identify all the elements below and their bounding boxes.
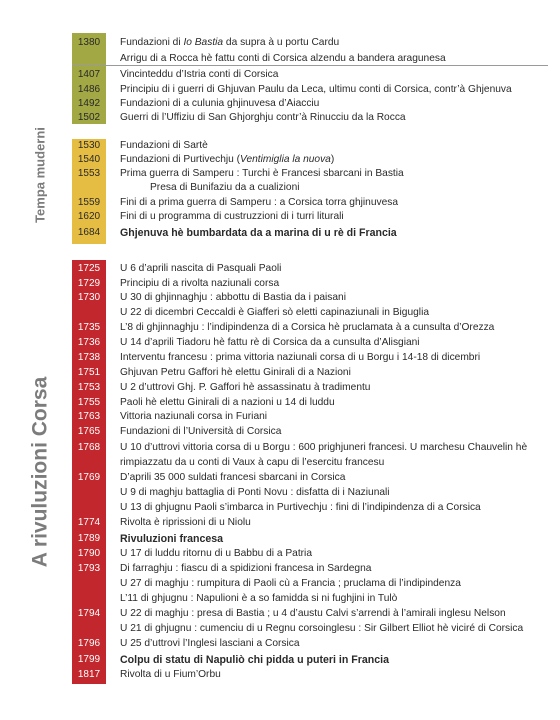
entry-text-main: Guerri di l’Uffiziu di San Ghjorghju contr’à Rinucciu da la Rocca — [120, 112, 406, 123]
entry-text-main: Presa di Bunifaziu da a cualizioni — [150, 182, 300, 193]
entry-year: 1751 — [77, 367, 101, 378]
entry-text — [120, 306, 429, 320]
entry-year: 1492 — [77, 98, 101, 109]
entry-text — [120, 277, 279, 291]
entry-text-main: Fundazioni di Purtivechju ( — [120, 154, 241, 165]
entry-year: 1769 — [77, 472, 101, 483]
entry-text — [120, 396, 335, 410]
entry-text-main: U 14 d’aprili Tiadoru hè fattu rè di Corsica da a cunsulta d’Alisgiani — [120, 337, 420, 348]
entry-year: 1755 — [77, 397, 101, 408]
entry-text — [120, 196, 398, 210]
entry-year: 1684 — [77, 227, 101, 238]
entry-year: 1738 — [77, 352, 101, 363]
entry-text — [120, 52, 446, 66]
entry-text — [120, 501, 481, 515]
entry-text-main: rimpiazzatu da u conti di Vaux à capu di l’esercitu francesu — [120, 457, 385, 468]
entry-text — [120, 425, 281, 439]
entry-text — [120, 592, 397, 606]
entry-text-main: Ghjenuva hè bumbardata da a marina di u rè di Francia — [120, 227, 397, 239]
entry-year: 1763 — [77, 411, 101, 422]
entry-text-main: U 9 di maghju battaglia di Ponti Novu : disfatta di i Naziunali — [120, 487, 390, 498]
entry-text-main: Rivolta è riprissioni di u Niolu — [120, 517, 251, 528]
entry-text — [120, 668, 221, 682]
entry-year: 1725 — [77, 263, 101, 274]
entry-year: 1407 — [77, 69, 101, 80]
entry-text-after: da supra à u portu Cardu — [223, 37, 340, 48]
entry-text-main: U 6 d’aprili nascita di Pasquali Paoli — [120, 263, 282, 274]
entry-text-main: U 30 di ghjinnaghju : abbottu di Bastia da i paisani — [120, 292, 346, 303]
entry-text — [120, 532, 223, 546]
entry-year: 1753 — [77, 382, 101, 393]
entry-year — [72, 306, 106, 320]
entry-text-main: Prima guerra di Samperu : Turchi è Francesi sbarcani in Bastia — [120, 168, 404, 179]
entry-text — [120, 547, 312, 561]
entry-text-main: Vittoria naziunali corsa in Furiani — [120, 411, 268, 422]
entry-text-main: Vincinteddu d’Istria conti di Corsica — [120, 69, 279, 80]
entry-text — [120, 607, 506, 621]
entry-year: 1789 — [77, 533, 101, 544]
entry-text-main: Fundazioni di — [120, 37, 184, 48]
entry-text — [120, 622, 523, 636]
entry-text — [120, 441, 527, 455]
entry-text-main: Di farraghju : fiascu di a spidizioni francesa in Sardegna — [120, 563, 372, 574]
entry-text — [120, 653, 389, 667]
entry-text-main: U 10 d’uttrovi vittoria corsa di u Borgu : 600 prighjuneri francesi. U marchesu Chauvelin hè — [120, 442, 528, 453]
entry-text — [120, 381, 370, 395]
entry-text — [120, 68, 278, 82]
entry-text-main: Rivuluzioni francesa — [120, 533, 224, 545]
entry-text-main: U 13 di ghjugnu Paoli s’imbarca in Purtivechju : fini di l’indipindenza di a Corsica — [120, 502, 481, 513]
entry-year: 1530 — [77, 140, 101, 151]
entry-text-main: Fundazioni di l’Università di Corsica — [120, 426, 282, 437]
entry-year: 1794 — [77, 608, 101, 619]
entry-text-main: U 2 d’uttrovi Ghj. P. Gaffori hè assassinatu à tradimentu — [120, 382, 371, 393]
entry-year: 1799 — [77, 654, 101, 665]
entry-text-main: Fini di a prima guerra di Samperu : a Corsica torra ghjinuvesa — [120, 197, 399, 208]
entry-year — [72, 622, 106, 636]
entry-year: 1796 — [77, 638, 101, 649]
entry-text — [120, 321, 494, 335]
entry-text-italic: Ventimiglia la nuova — [240, 154, 331, 165]
entry-text — [120, 516, 251, 530]
separator-line — [72, 65, 548, 66]
entry-text — [120, 637, 300, 651]
entry-year: 1380 — [77, 37, 101, 48]
entry-year: 1486 — [77, 84, 101, 95]
entry-year: 1559 — [77, 197, 101, 208]
entry-text — [120, 577, 461, 591]
entry-text-main: Ghjuvan Petru Gaffori hè elettu Ginirali di a Nazioni — [120, 367, 351, 378]
entry-text — [120, 167, 404, 181]
entry-year: 1730 — [77, 292, 101, 303]
entry-year: 1793 — [77, 563, 101, 574]
entry-year — [72, 501, 106, 515]
entry-year: 1540 — [77, 154, 101, 165]
entry-text-main: Rivolta di u Fium’Orbu — [120, 669, 221, 680]
entry-year: 1768 — [77, 442, 101, 453]
entry-text-main: L’11 di ghjugnu : Napulioni è a so famidda si ni fughjini in Tulò — [120, 593, 398, 604]
entry-text-main: Colpu di statu di Napuliò chi pidda u puteri in Francia — [120, 654, 389, 666]
entry-year: 1620 — [77, 211, 101, 222]
entry-text — [120, 83, 512, 97]
entry-text — [120, 351, 480, 365]
entry-text-main: Fundazioni di a culunia ghjinuvesa d’Aiacciu — [120, 98, 320, 109]
entry-text-main: Interventu francesu : prima vittoria naziunali corsa di u Borgu i 14-18 di dicembri — [120, 352, 481, 363]
entry-year: 1729 — [77, 278, 101, 289]
entry-text-main: Paoli hè elettu Ginirali di a nazioni u 14 di luddu — [120, 397, 335, 408]
entry-text — [120, 139, 208, 153]
entry-text-main: U 25 d’uttrovi l’Inglesi lasciani a Corsica — [120, 638, 300, 649]
entry-text — [120, 97, 319, 111]
entry-year: 1774 — [77, 517, 101, 528]
entry-year: 1790 — [77, 548, 101, 559]
entry-text-italic: Io Bastia — [183, 37, 224, 48]
entry-year: 1817 — [77, 669, 101, 680]
entry-year: 1735 — [77, 322, 101, 333]
entry-year — [72, 181, 106, 195]
entry-year: 1553 — [77, 168, 101, 179]
entry-text-main: D’aprili 35 000 suldati francesi sbarcani in Corsica — [120, 472, 346, 483]
entry-text — [120, 562, 371, 576]
entry-text — [120, 486, 390, 500]
entry-text — [120, 111, 406, 125]
entry-text — [120, 153, 334, 167]
entry-text — [120, 262, 281, 276]
entry-text-main: Fini di u programma di custruzzioni di i turri liturali — [120, 211, 344, 222]
entry-text — [120, 226, 397, 240]
entry-year — [72, 592, 106, 606]
entry-text-main: U 17 di luddu ritornu di u Babbu di a Patria — [120, 548, 312, 559]
entry-text — [120, 471, 345, 485]
entry-year: 1736 — [77, 337, 101, 348]
entry-year — [72, 456, 106, 470]
section-label-rivuluzioni: A rivuluzioni Corsa — [28, 376, 52, 568]
entry-text-main: U 22 di maghju : presa di Bastia ; u 4 d’austu Calvi s’arrendi à l’amirali inglesu Nelson — [120, 608, 506, 619]
entry-year — [72, 52, 106, 66]
section-label-moderni: Tempa muderni — [32, 127, 48, 223]
entry-year — [72, 577, 106, 591]
entry-text-main: U 22 di dicembri Ceccaldi è Giafferi sò eletti capinaziunali in Biguglia — [120, 307, 429, 318]
entry-text-main: Fundazioni di Sartè — [120, 140, 208, 151]
entry-text-main: Principiu di i guerri di Ghjuvan Paulu da Leca, ultimu conti di Corsica, contr’à Ghjenuva — [120, 84, 512, 95]
entry-year: 1765 — [77, 426, 101, 437]
entry-year: 1502 — [77, 112, 101, 123]
entry-text — [120, 410, 267, 424]
entry-text-after: ) — [330, 154, 335, 165]
entry-text — [120, 291, 346, 305]
entry-text — [120, 336, 420, 350]
entry-text-main: U 21 di ghjugnu : cumenciu di u Regnu corsoinglesu : Sir Gilbert Elliot hè viciré di Corsica — [120, 623, 524, 634]
entry-text — [120, 210, 344, 224]
entry-text — [120, 36, 339, 50]
entry-text-main: Principiu di a rivolta naziunali corsa — [120, 278, 280, 289]
entry-text — [150, 181, 300, 195]
entry-text-main: U 27 di maghju : rumpitura di Paoli cù a Francia ; pruclama di l’indipindenza — [120, 578, 461, 589]
entry-year — [72, 486, 106, 500]
entry-text-main: Arrigu di a Rocca hè fattu conti di Corsica alzendu a bandera aragunesa — [120, 53, 446, 64]
entry-text-main: L’8 di ghjinnaghju : l’indipindenza di a Corsica hè pruclamata à a cunsulta d’Orezza — [120, 322, 495, 333]
entry-text — [120, 366, 351, 380]
entry-text — [120, 456, 384, 470]
